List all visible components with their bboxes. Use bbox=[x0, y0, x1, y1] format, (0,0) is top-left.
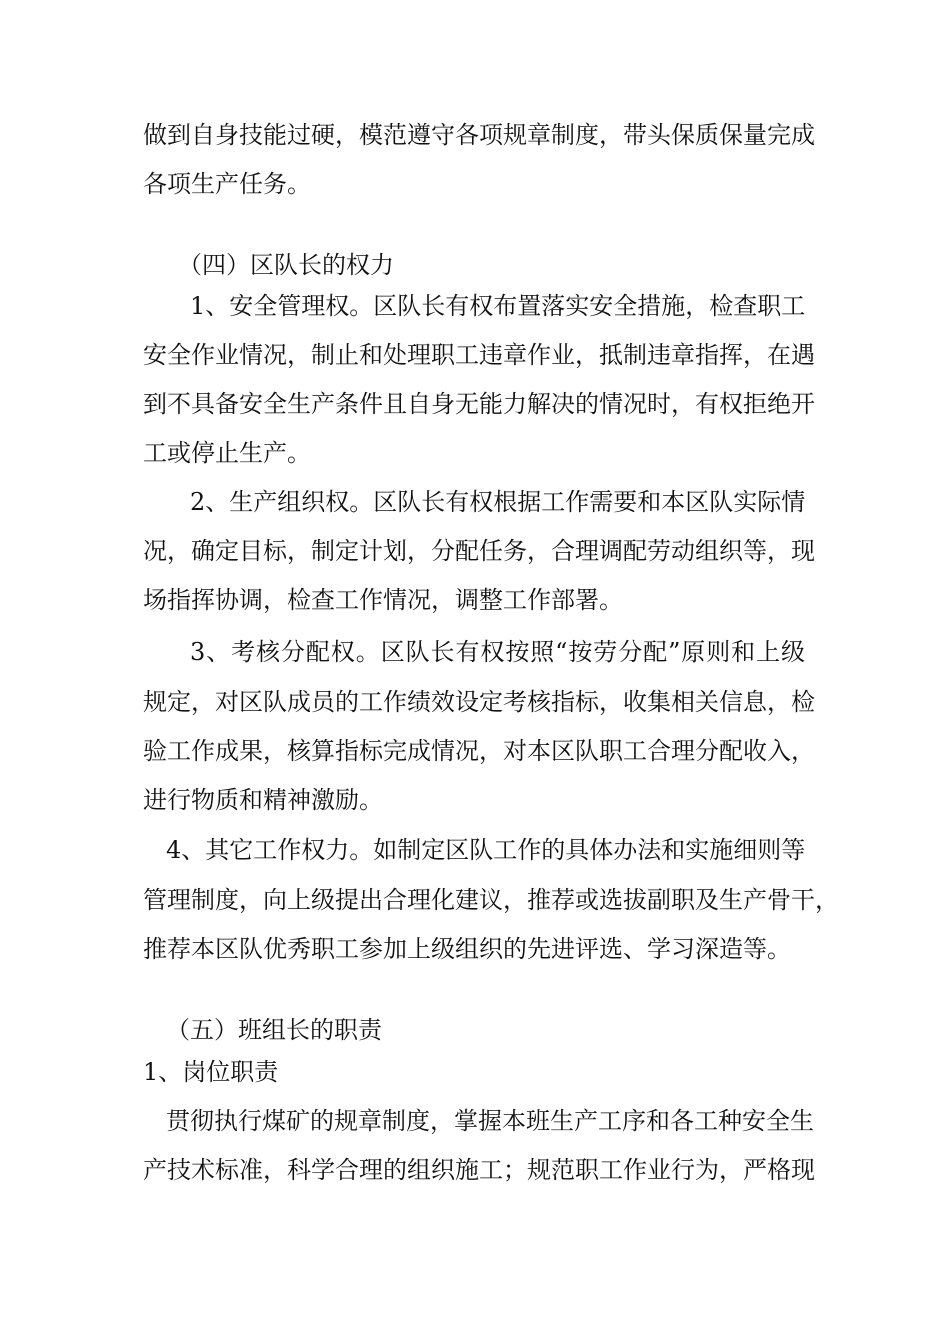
text-line: 产技术标准，科学合理的组织施工；规范职工作业行为，严格现 bbox=[143, 1156, 815, 1184]
section-heading: （五）班组长的职责 bbox=[166, 1016, 382, 1044]
text-line: 场指挥协调，检查工作情况，调整工作部署。 bbox=[143, 586, 623, 614]
text-line: 安全作业情况，制止和处理职工违章作业，抵制违章指挥，在遇 bbox=[143, 341, 815, 369]
text-line: 做到自身技能过硬，模范遵守各项规章制度，带头保质保量完成 bbox=[143, 121, 815, 149]
section-heading: （四）区队长的权力 bbox=[178, 251, 394, 279]
text-line: 4、其它工作权力。如制定区队工作的具体办法和实施细则等 bbox=[166, 836, 806, 864]
text-line: 况，确定目标，制定计划，分配任务，合理调配劳动组织等，现 bbox=[143, 537, 815, 565]
text-line: 进行物质和精神激励。 bbox=[143, 786, 383, 814]
text-line: 各项生产任务。 bbox=[143, 170, 311, 198]
text-line: 推荐本区队优秀职工参加上级组织的先进评选、学习深造等。 bbox=[143, 935, 791, 963]
text-line: 工或停止生产。 bbox=[143, 439, 311, 467]
text-line: 贯彻执行煤矿的规章制度，掌握本班生产工序和各工种安全生 bbox=[166, 1107, 814, 1135]
text-line: 1、安全管理权。区队长有权布置落实安全措施，检查职工 bbox=[190, 292, 806, 320]
text-line: 规定，对区队成员的工作绩效设定考核指标，收集相关信息，检 bbox=[143, 688, 815, 716]
text-line: 管理制度，向上级提出合理化建议，推荐或选拔副职及生产骨干， bbox=[143, 886, 839, 914]
text-line: 3、考核分配权。区队长有权按照“按劳分配”原则和上级 bbox=[190, 638, 805, 666]
text-line: 2、生产组织权。区队长有权根据工作需要和本区队实际情 bbox=[190, 488, 806, 516]
text-line: 验工作成果，核算指标完成情况，对本区队职工合理分配收入， bbox=[143, 737, 815, 765]
subsection-heading: 1、岗位职责 bbox=[143, 1058, 279, 1086]
text-line: 到不具备安全生产条件且自身无能力解决的情况时，有权拒绝开 bbox=[143, 390, 815, 418]
